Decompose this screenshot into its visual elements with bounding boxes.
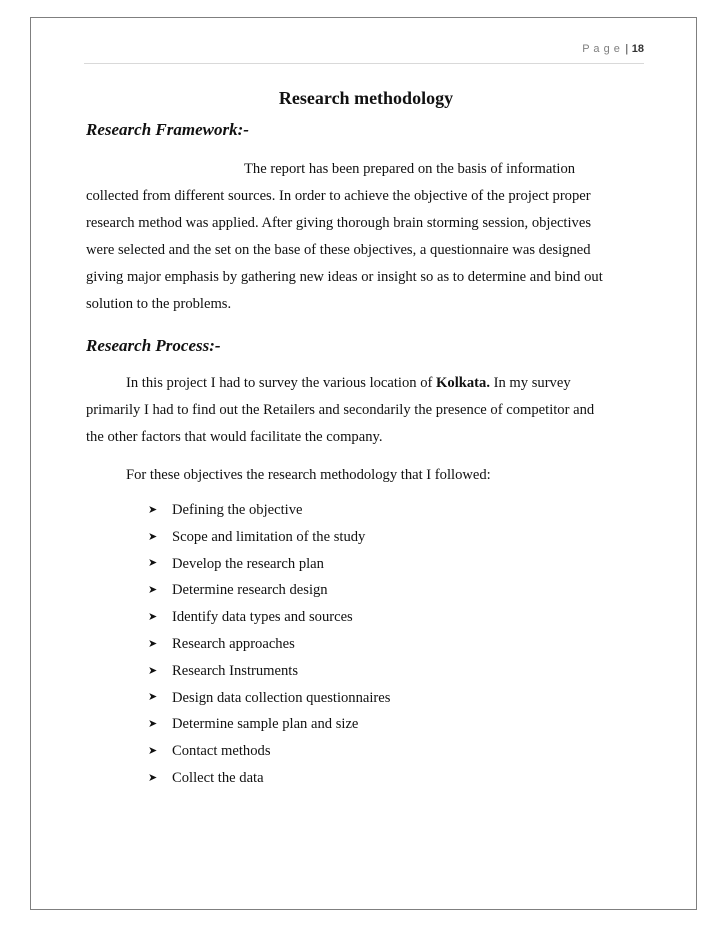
list-item-label: Design data collection questionnaires	[172, 689, 391, 706]
list-item-label: Collect the data	[172, 769, 264, 786]
process-line-1	[86, 370, 646, 397]
list-item-label: Research approaches	[172, 635, 295, 652]
framework-line-1: The report has been prepared on the basis of information	[244, 161, 576, 177]
list-item	[148, 631, 646, 658]
arrow-bullet-icon: ➤	[148, 691, 158, 704]
list-item-label: Defining the objective	[172, 502, 303, 518]
arrow-bullet-icon: ➤	[148, 664, 158, 677]
arrow-bullet-icon: ➤	[148, 557, 158, 570]
list-item-label: Scope and limitation of the study	[172, 528, 366, 545]
arrow-bullet-icon: ➤	[148, 745, 158, 758]
process-line-3: the other factors that would facilitate the company.	[86, 429, 383, 445]
list-item	[148, 765, 646, 792]
list-item-label: Determine research design	[172, 582, 328, 599]
list-item-label: Identify data types and sources	[172, 609, 353, 626]
list-item	[148, 497, 646, 524]
arrow-bullet-icon: ➤	[148, 503, 158, 516]
framework-heading: Research Framework:-	[86, 120, 249, 139]
framework-line-3: research method was applied. After giving thorough brain storming session, objectives	[86, 215, 591, 231]
page-label: P a g e	[582, 43, 621, 55]
process-line-2: primarily I had to find out the Retailers and secondarily the presence of competitor and	[86, 402, 595, 418]
page-separator: |	[625, 43, 629, 55]
page-title: Research methodology	[278, 88, 454, 108]
list-item	[148, 685, 646, 712]
list-item	[148, 577, 646, 604]
methodology-list	[86, 497, 646, 792]
list-item-label: Determine sample plan and size	[172, 716, 359, 733]
list-item-label: Research Instruments	[172, 662, 299, 679]
list-item	[148, 738, 646, 765]
page-number: 18	[631, 43, 644, 55]
process-line-1-end: In my survey	[489, 375, 571, 391]
framework-line-2: collected from different sources. In order to achieve the objective of the project proper	[86, 188, 591, 204]
framework-line-5: giving major emphasis by gathering new ideas or insight so as to determine and bind out	[86, 269, 603, 285]
arrow-bullet-icon: ➤	[148, 771, 158, 784]
list-item	[148, 658, 646, 685]
framework-line-6: solution to the problems.	[86, 296, 232, 312]
arrow-bullet-icon: ➤	[148, 530, 158, 543]
list-item-label: Develop the research plan	[172, 555, 324, 572]
process-line-1-text: In this project I had to survey the various location of	[126, 375, 437, 391]
process-heading: Research Process:-	[86, 336, 221, 355]
list-item	[148, 711, 646, 738]
list-item	[148, 524, 646, 551]
arrow-bullet-icon: ➤	[148, 584, 158, 597]
arrow-bullet-icon: ➤	[148, 718, 158, 731]
framework-line-4: were selected and the set on the base of these objectives, a questionnaire was designed	[86, 242, 591, 258]
page-header	[84, 43, 644, 64]
list-item	[148, 551, 646, 578]
list-item	[148, 604, 646, 631]
location-name: Kolkata.	[436, 375, 490, 391]
methodology-intro: For these objectives the research methodology that I followed:	[126, 467, 491, 483]
document-body	[86, 86, 646, 792]
list-item-label: Contact methods	[172, 743, 271, 760]
arrow-bullet-icon: ➤	[148, 611, 158, 624]
arrow-bullet-icon: ➤	[148, 637, 158, 650]
